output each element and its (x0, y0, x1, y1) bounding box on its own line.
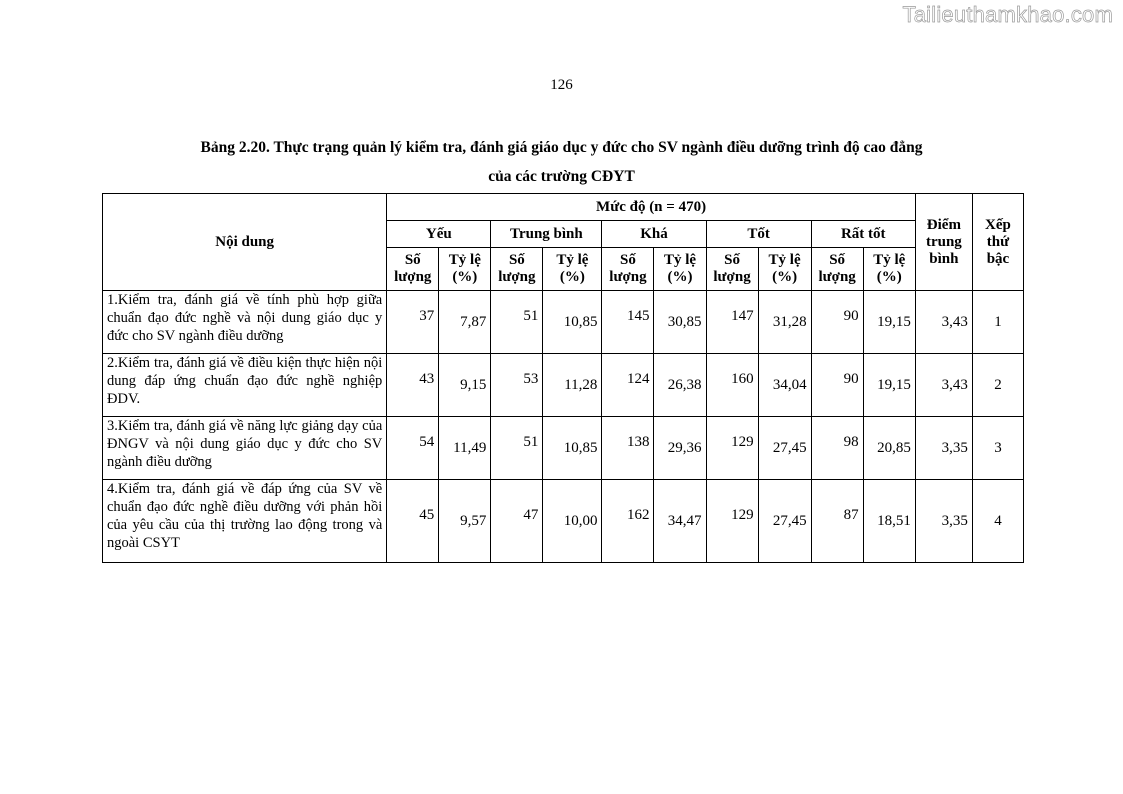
cell-rank: 1 (972, 291, 1023, 354)
cell-percent: 9,57 (439, 480, 491, 563)
header-average: Điểm trung bình (915, 194, 972, 291)
header-level-average: Trung bình (491, 221, 602, 248)
header-count: Số lượng (387, 248, 439, 291)
row-content: 4.Kiểm tra, đánh giá về đáp ứng của SV về chuẩn đạo đức nghề điều dưỡng với phản hồi của yêu cầu của thị trường lao động trong và ngoài CSYT (103, 480, 387, 563)
cell-percent: 10,00 (543, 480, 602, 563)
header-percent: Tỷ lệ (%) (863, 248, 915, 291)
cell-count: 90 (811, 354, 863, 417)
cell-average: 3,35 (915, 480, 972, 563)
header-level-group: Mức độ (n = 470) (387, 194, 916, 221)
watermark: Tailieuthamkhao.com (902, 2, 1113, 27)
cell-count: 90 (811, 291, 863, 354)
cell-percent: 9,15 (439, 354, 491, 417)
cell-percent: 19,15 (863, 291, 915, 354)
cell-percent: 10,85 (543, 417, 602, 480)
cell-count: 43 (387, 354, 439, 417)
header-rank: Xếp thứ bậc (972, 194, 1023, 291)
table-body (103, 291, 1024, 563)
table-row (103, 417, 1024, 480)
cell-rank: 3 (972, 417, 1023, 480)
table-row (103, 480, 1024, 563)
header-level-good: Tốt (706, 221, 811, 248)
cell-percent: 20,85 (863, 417, 915, 480)
table-header (103, 194, 1024, 291)
cell-rank: 2 (972, 354, 1023, 417)
cell-percent: 34,04 (758, 354, 811, 417)
header-percent: Tỷ lệ (%) (758, 248, 811, 291)
cell-count: 37 (387, 291, 439, 354)
cell-percent: 31,28 (758, 291, 811, 354)
header-percent: Tỷ lệ (%) (439, 248, 491, 291)
assessment-table (102, 193, 1024, 563)
header-count: Số lượng (602, 248, 654, 291)
header-count: Số lượng (491, 248, 543, 291)
cell-percent: 27,45 (758, 417, 811, 480)
header-count: Số lượng (706, 248, 758, 291)
cell-average: 3,43 (915, 291, 972, 354)
cell-percent: 27,45 (758, 480, 811, 563)
cell-count: 129 (706, 417, 758, 480)
cell-percent: 18,51 (863, 480, 915, 563)
cell-count: 162 (602, 480, 654, 563)
cell-count: 98 (811, 417, 863, 480)
cell-count: 138 (602, 417, 654, 480)
cell-percent: 34,47 (654, 480, 706, 563)
cell-percent: 10,85 (543, 291, 602, 354)
cell-percent: 11,49 (439, 417, 491, 480)
cell-percent: 26,38 (654, 354, 706, 417)
cell-average: 3,35 (915, 417, 972, 480)
header-content: Nội dung (103, 194, 387, 291)
table-row (103, 291, 1024, 354)
cell-count: 87 (811, 480, 863, 563)
cell-percent: 19,15 (863, 354, 915, 417)
cell-count: 47 (491, 480, 543, 563)
table-row (103, 354, 1024, 417)
header-level-fair: Khá (602, 221, 706, 248)
header-percent: Tỷ lệ (%) (654, 248, 706, 291)
caption-line-2: của các trường CĐYT (488, 168, 635, 185)
cell-percent: 29,36 (654, 417, 706, 480)
cell-count: 124 (602, 354, 654, 417)
header-percent: Tỷ lệ (%) (543, 248, 602, 291)
cell-count: 160 (706, 354, 758, 417)
row-content: 1.Kiểm tra, đánh giá về tính phù hợp giữa chuẩn đạo đức nghề và nội dung giáo dục y đức cho SV ngành điều dưỡng (103, 291, 387, 354)
cell-count: 145 (602, 291, 654, 354)
cell-average: 3,43 (915, 354, 972, 417)
header-count: Số lượng (811, 248, 863, 291)
cell-percent: 11,28 (543, 354, 602, 417)
cell-percent: 30,85 (654, 291, 706, 354)
header-level-weak: Yếu (387, 221, 491, 248)
cell-rank: 4 (972, 480, 1023, 563)
header-level-excellent: Rất tốt (811, 221, 915, 248)
page-number: 126 (550, 77, 573, 93)
row-content: 2.Kiểm tra, đánh giá về điều kiện thực hiện nội dung đáp ứng chuẩn đạo đức nghề nghiệp ĐDV. (103, 354, 387, 417)
cell-count: 54 (387, 417, 439, 480)
cell-count: 129 (706, 480, 758, 563)
row-content: 3.Kiểm tra, đánh giá về năng lực giảng dạy của ĐNGV và nội dung giáo dục y đức cho SV ngành điều dưỡng (103, 417, 387, 480)
cell-count: 51 (491, 417, 543, 480)
cell-count: 53 (491, 354, 543, 417)
cell-count: 51 (491, 291, 543, 354)
caption-line-1: Bảng 2.20. Thực trạng quản lý kiểm tra, đánh giá giáo dục y đức cho SV ngành điều dưỡng trình độ cao đẳng (200, 139, 923, 156)
cell-count: 45 (387, 480, 439, 563)
cell-percent: 7,87 (439, 291, 491, 354)
table-caption (60, 133, 1063, 191)
cell-count: 147 (706, 291, 758, 354)
